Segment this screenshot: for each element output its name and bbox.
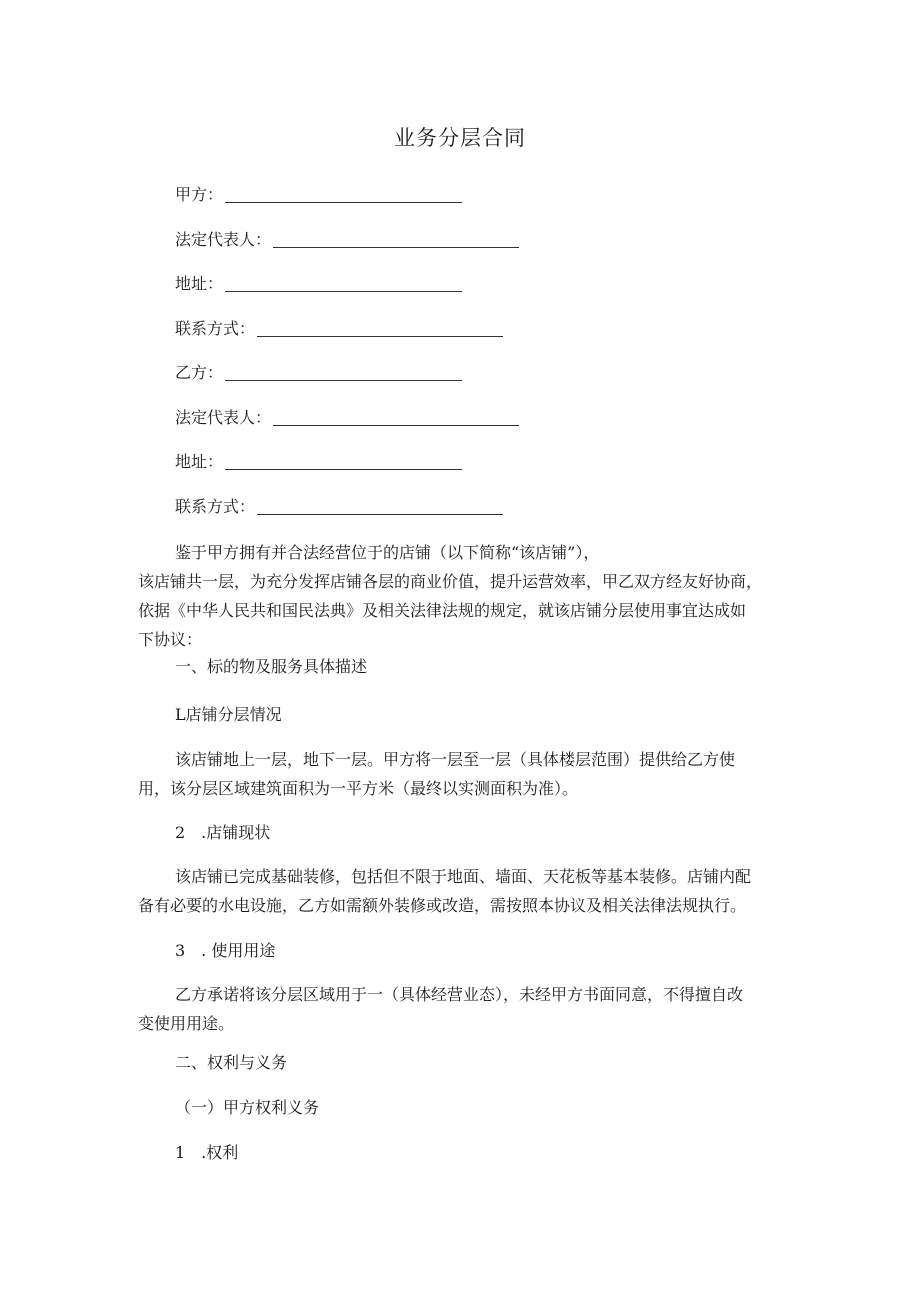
item-heading-1: L店铺分层情况 [175,705,282,724]
blank-underline [257,514,503,515]
intro-line: 该店铺共一层，为充分发挥店铺各层的商业价值，提升运营效率，甲乙双方经友好协商， [138,572,763,591]
party-b-address-field [175,451,462,473]
party-b-field [175,362,462,384]
field-label: 法定代表人： [175,408,272,427]
field-label: 地址： [175,452,224,471]
blank-underline [273,247,519,248]
paragraph-line: 该店铺已完成基础装修，包括但不限于地面、墙面、天花板等基本装修。店铺内配 [175,867,752,886]
field-label: 联系方式： [175,319,256,338]
party-a-field [175,184,462,206]
party-b-contact-field [175,496,503,518]
blank-underline [225,469,462,470]
party-a-contact-field [175,318,503,340]
item-heading-3: 3 . 使用用途 [175,941,276,960]
section-heading-1: 一、标的物及服务具体描述 [175,657,368,676]
intro-paragraph [138,538,798,654]
field-label: 法定代表人： [175,230,272,249]
paragraph-line: 备有必要的水电设施，乙方如需额外装修或改造，需按照本协议及相关法律法规执行。 [138,896,747,915]
item-2-paragraph [138,862,798,920]
subsection-heading-1: （一）甲方权利义务 [175,1098,320,1117]
item-1-paragraph [138,745,798,803]
party-a-representative-field [175,229,519,251]
field-label: 甲方： [175,185,224,204]
paragraph-line: 乙方承诺将该分层区域用于一（具体经营业态），未经甲方书面同意，不得擅自改 [175,985,744,1004]
subsection-item-heading-1: 1 .权利 [175,1143,239,1162]
blank-underline [225,291,462,292]
paragraph-line: 该店铺地上一层，地下一层。甲方将一层至一层（具体楼层范围）提供给乙方使 [175,750,736,769]
intro-line: 依据《中华人民共和国民法典》及相关法律法规的规定，就该店铺分层使用事宜达成如 [138,601,747,620]
section-heading-2: 二、权利与义务 [175,1053,288,1072]
item-3-paragraph [138,980,798,1038]
blank-underline [257,336,503,337]
intro-line: 下协议： [138,630,203,649]
paragraph-line: 变使用用途。 [138,1014,235,1033]
field-label: 地址： [175,274,224,293]
party-a-address-field [175,273,462,295]
party-b-representative-field [175,407,519,429]
blank-underline [273,425,519,426]
field-label: 乙方： [175,363,224,382]
blank-underline [225,380,462,381]
paragraph-line: 用，该分层区域建筑面积为一平方米（最终以实测面积为准）。 [138,779,579,798]
intro-line: 鉴于甲方拥有并合法经营位于的店铺（以下简称“该店铺”）， [175,543,600,562]
field-label: 联系方式： [175,497,256,516]
item-heading-2: 2 .店铺现状 [175,823,271,842]
page-title: 业务分层合同 [394,126,526,150]
blank-underline [225,202,462,203]
